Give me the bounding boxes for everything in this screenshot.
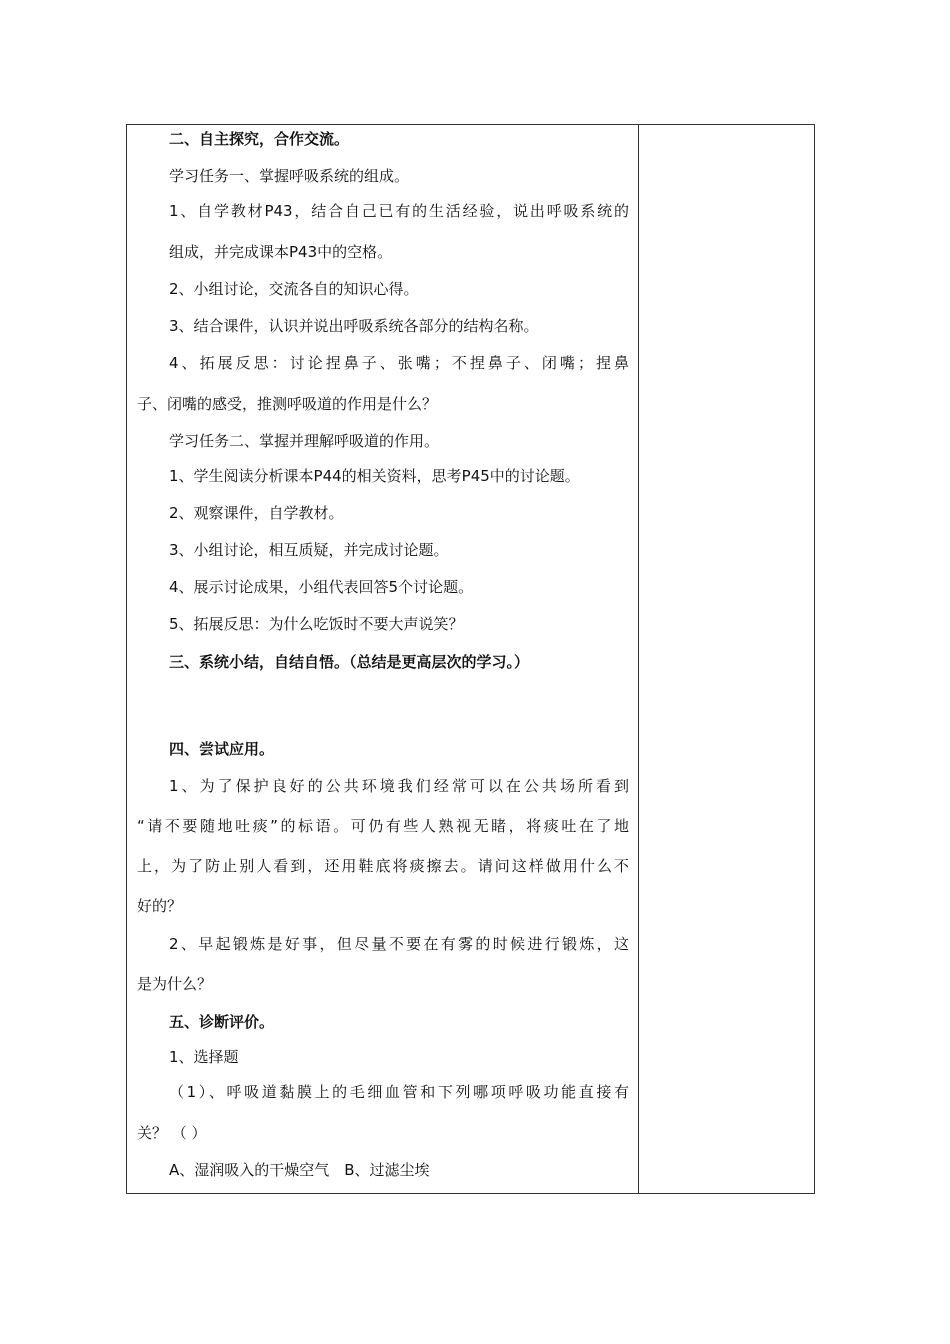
text-line: 1、为了保护良好的公共环境我们经常可以在公共场所看到 xyxy=(169,777,629,795)
text-line: “请不要随地吐痰”的标语。可仍有些人熟视无睹，将痰吐在了地 xyxy=(137,817,629,835)
choice-options: A、湿润吸入的干燥空气 B、过滤尘埃 xyxy=(169,1161,430,1179)
section-heading-4: 四、尝试应用。 xyxy=(169,740,275,758)
text-line: 2、早起锻炼是好事，但尽量不要在有雾的时候进行锻炼，这 xyxy=(169,935,629,953)
text-line: 3、结合课件，认识并说出呼吸系统各部分的结构名称。 xyxy=(169,317,539,335)
text-line: 4、展示讨论成果，小组代表回答5个讨论题。 xyxy=(169,578,474,596)
text-line: 2、观察课件，自学教材。 xyxy=(169,504,344,522)
text-line: 3、小组讨论，相互质疑，并完成讨论题。 xyxy=(169,541,449,559)
text-line: 上，为了防止别人看到，还用鞋底将痰擦去。请问这样做用什么不 xyxy=(137,857,629,875)
section-heading-5: 五、诊断评价。 xyxy=(169,1013,275,1031)
text-line: 4、拓展反思：讨论捏鼻子、张嘴；不捏鼻子、闭嘴；捏鼻 xyxy=(169,354,629,372)
text-line: 子、闭嘴的感受，推测呼吸道的作用是什么？ xyxy=(137,395,438,413)
text-line: 1、选择题 xyxy=(169,1048,239,1066)
task-1-heading: 学习任务一、掌握呼吸系统的组成。 xyxy=(169,167,410,185)
question-line: （1）、呼吸道黏膜上的毛细血管和下列哪项呼吸功能直接有 xyxy=(169,1083,629,1101)
section-heading-3: 三、系统小结，自结自悟。（总结是更高层次的学习。） xyxy=(169,653,530,671)
section-heading-2: 二、自主探究，合作交流。 xyxy=(169,130,350,148)
text-line: 好的？ xyxy=(137,897,183,915)
text-line: 关？ （ ） xyxy=(137,1124,207,1142)
column-divider xyxy=(638,125,639,1193)
task-2-heading: 学习任务二、掌握并理解呼吸道的作用。 xyxy=(169,432,440,450)
text-line: 1、自学教材P43，结合自己已有的生活经验，说出呼吸系统的 xyxy=(169,202,629,220)
text-line: 5、拓展反思：为什么吃饭时不要大声说笑？ xyxy=(169,615,464,633)
text-line: 是为什么？ xyxy=(137,975,213,993)
text-line: 2、小组讨论，交流各自的知识心得。 xyxy=(169,280,419,298)
lesson-table xyxy=(126,124,815,1194)
text-line: 1、学生阅读分析课本P44的相关资料，思考P45中的讨论题。 xyxy=(169,467,580,485)
text-line: 组成，并完成课本P43中的空格。 xyxy=(169,243,393,261)
